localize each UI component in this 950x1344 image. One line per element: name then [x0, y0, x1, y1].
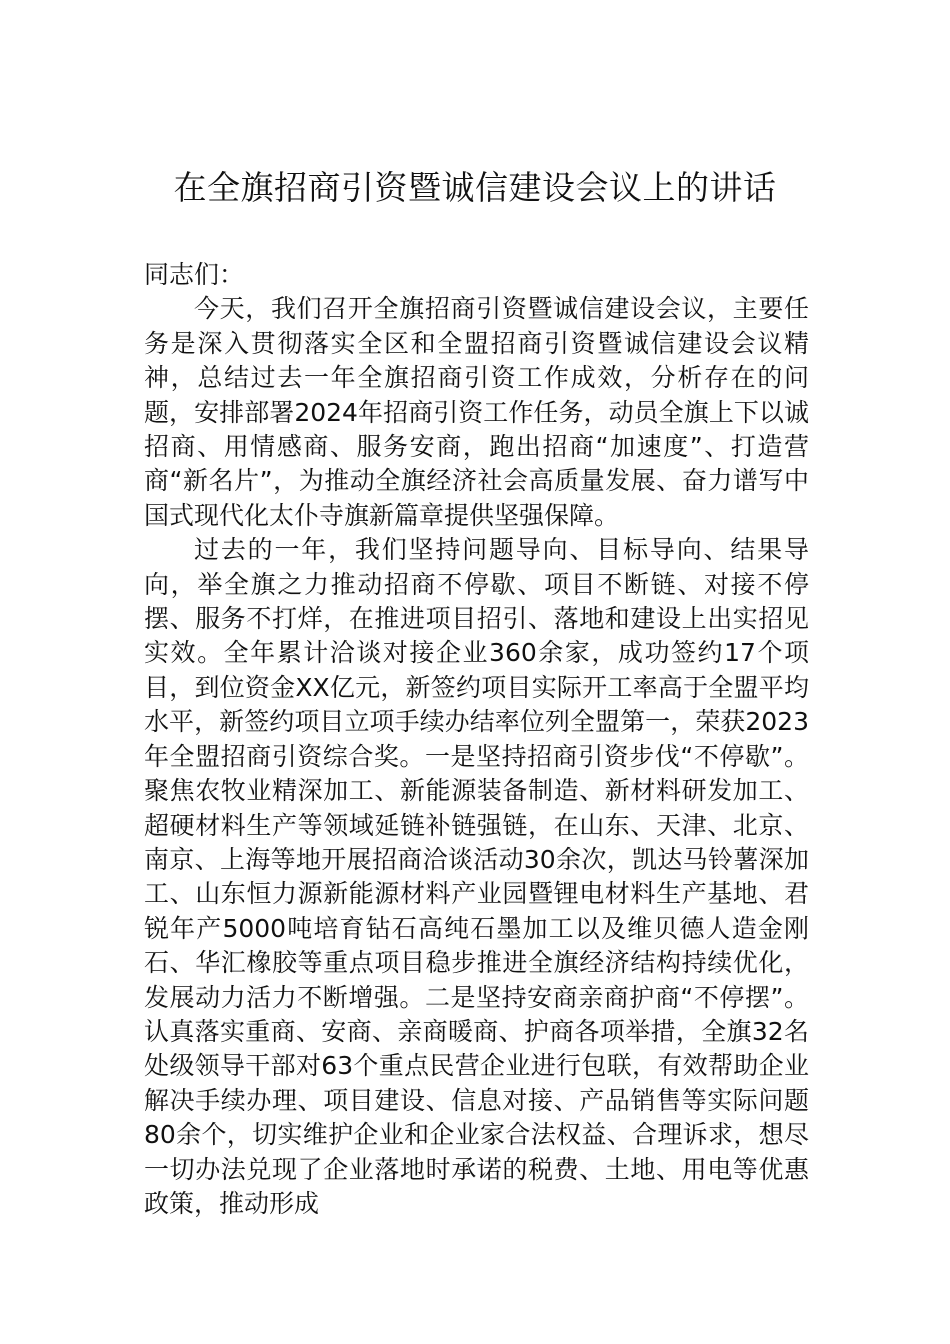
document-body	[144, 258, 809, 1221]
salutation: 同志们：	[144, 260, 245, 289]
paragraph: 今天，我们召开全旗招商引资暨诚信建设会议，主要任务是深入贯彻落实全区和全盟招商引资暨诚信建设会议精神，总结过去一年全旗招商引资工作成效，分析存在的问题，安排部署2024年招商引资工作任务，动员全旗上下以诚招商、用情感商、服务安商，跑出招商“加速度”、打造营商“新名片”，为推动全旗经济社会高质量发展、奋力谱写中国式现代化太仆寺旗新篇章提供坚强保障。	[144, 294, 809, 530]
paragraph: 过去的一年，我们坚持问题导向、目标导向、结果导向，举全旗之力推动招商不停歇、项目不断链、对接不停摆、服务不打烊，在推进项目招引、落地和建设上出实招见实效。全年累计洽谈对接企业360余家，成功签约17个项目，到位资金XX亿元，新签约项目实际开工率高于全盟平均水平，新签约项目立项手续办结率位列全盟第一，荣获2023年全盟招商引资综合奖。一是坚持招商引资步伐“不停歇”。聚焦农牧业精深加工、新能源装备制造、新材料研发加工、超硬材料生产等领域延链补链强链，在山东、天津、北京、南京、上海等地开展招商洽谈活动30余次，凯达马铃薯深加工、山东恒力源新能源材料产业园暨锂电材料生产基地、君锐年产5000吨培育钻石高纯石墨加工以及维贝德人造金刚石、华汇橡胶等重点项目稳步推进全旗经济结构持续优化，发展动力活力不断增强。二是坚持安商亲商护商“不停摆”。认真落实重商、安商、亲商暖商、护商各项举措，全旗32名处级领导干部对63个重点民营企业进行包联，有效帮助企业解决手续办理、项目建设、信息对接、产品销售等实际问题80余个，切实维护企业和企业家合法权益、合理诉求，想尽一切办法兑现了企业落地时承诺的税费、土地、用电等优惠政策，推动形成	[144, 535, 809, 1218]
document-title: 在全旗招商引资暨诚信建设会议上的讲话	[173, 168, 777, 207]
